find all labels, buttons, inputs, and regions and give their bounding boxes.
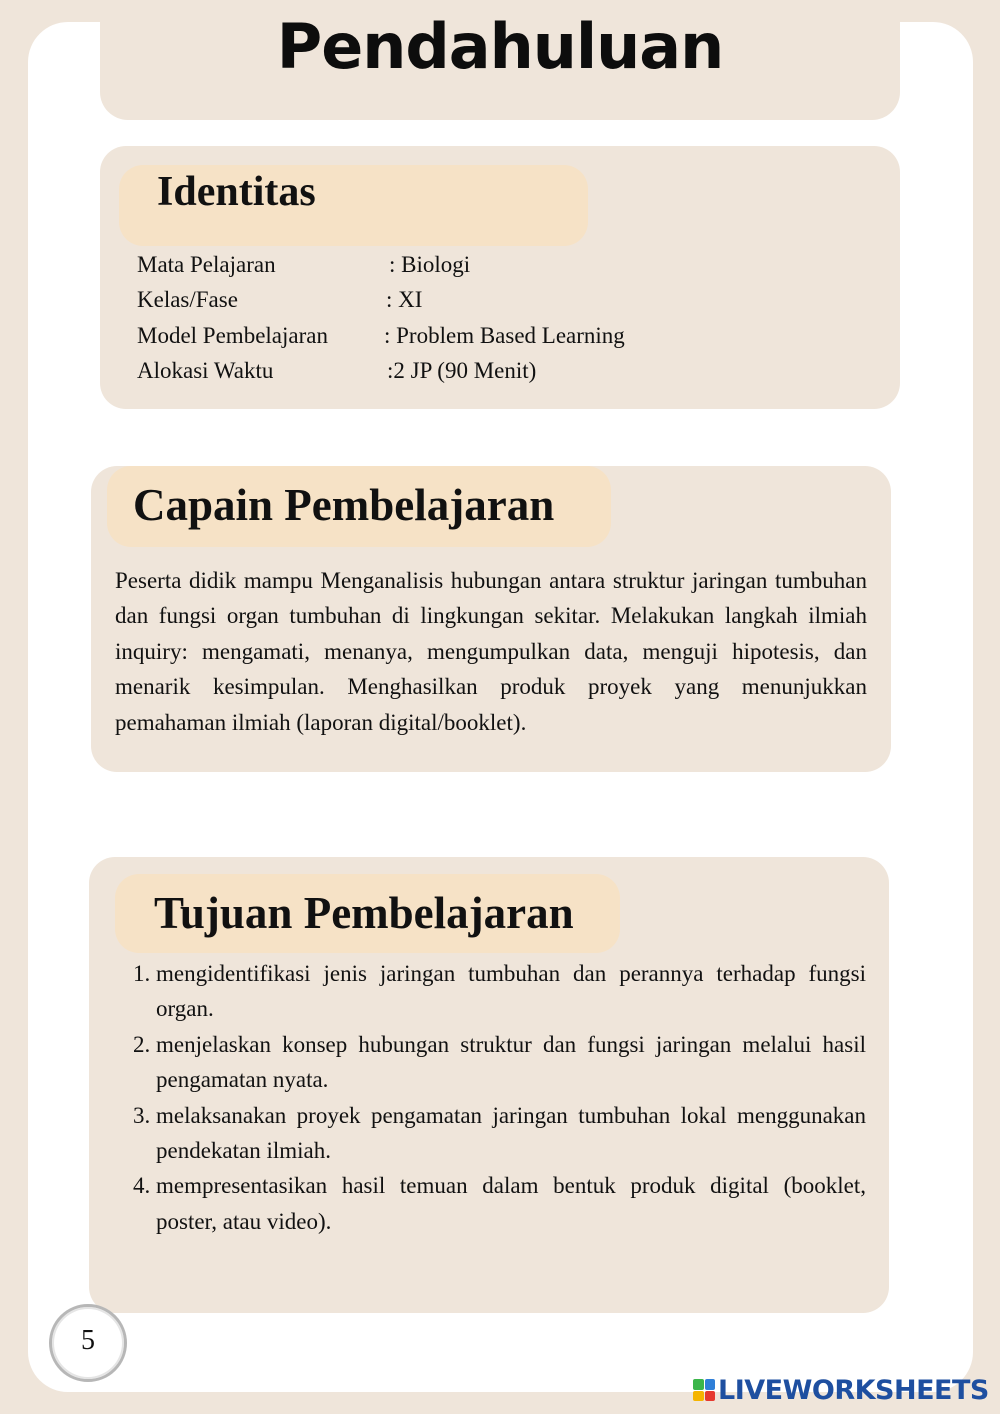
identitas-label: Model Pembelajaran bbox=[137, 323, 328, 348]
list-item-text: mempresentasikan hasil temuan dalam bentuk produk digital (booklet, poster, atau video). bbox=[156, 1173, 866, 1234]
list-item-number: 2. bbox=[133, 1031, 151, 1057]
liveworksheets-brand[interactable] bbox=[693, 1373, 989, 1407]
identitas-label: Kelas/Fase bbox=[137, 287, 238, 312]
logo-tile bbox=[705, 1391, 716, 1402]
logo-tile bbox=[705, 1379, 716, 1390]
list-item bbox=[133, 1168, 866, 1239]
identitas-label: Alokasi Waktu bbox=[137, 358, 274, 383]
capaian-text: Peserta didik mampu Menganalisis hubungan antara struktur jaringan tumbuhan dan fungsi organ tumbuhan di lingkungan sekitar. Melakukan langkah ilmiah inquiry: mengamati, menanya, mengumpulkan data, menguji hipotesis, dan menarik kesimpulan. Menghasilkan produk proyek yang menunjukkan pemahaman ilmiah (laporan digital/booklet). bbox=[115, 568, 867, 735]
tujuan-list bbox=[133, 956, 866, 1239]
list-item-text: mengidentifikasi jenis jaringan tumbuhan dan perannya terhadap fungsi organ. bbox=[156, 961, 866, 1022]
identitas-value: : Biologi bbox=[389, 252, 471, 277]
list-item-text: menjelaskan konsep hubungan struktur dan fungsi jaringan melalui hasil pengamatan nyata. bbox=[156, 1031, 866, 1093]
list-item-number: 4. bbox=[133, 1173, 151, 1199]
logo-tile bbox=[693, 1391, 704, 1402]
page-title: Pendahuluan bbox=[276, 10, 724, 83]
identitas-value: : XI bbox=[386, 287, 423, 312]
identitas-label: Mata Pelajaran bbox=[137, 252, 276, 277]
list-item bbox=[133, 956, 866, 1027]
list-item-text: melaksanakan proyek pengamatan jaringan tumbuhan lokal menggunakan pendekatan ilmiah. bbox=[156, 1102, 866, 1164]
list-item-number: 3. bbox=[133, 1102, 151, 1128]
capaian-heading: Capain Pembelajaran bbox=[133, 480, 555, 530]
logo-tile bbox=[693, 1379, 704, 1390]
liveworksheets-logo-icon bbox=[693, 1379, 715, 1401]
list-item bbox=[133, 1098, 866, 1169]
list-item-number: 1. bbox=[133, 961, 151, 986]
brand-name: LIVEWORKSHEETS bbox=[718, 1374, 989, 1406]
list-item bbox=[133, 1027, 866, 1098]
identitas-value: :2 JP (90 Menit) bbox=[387, 358, 537, 383]
identitas-heading: Identitas bbox=[157, 169, 316, 215]
page-number: 5 bbox=[49, 1304, 127, 1382]
tujuan-heading: Tujuan Pembelajaran bbox=[154, 888, 574, 938]
identitas-value: : Problem Based Learning bbox=[384, 323, 625, 348]
